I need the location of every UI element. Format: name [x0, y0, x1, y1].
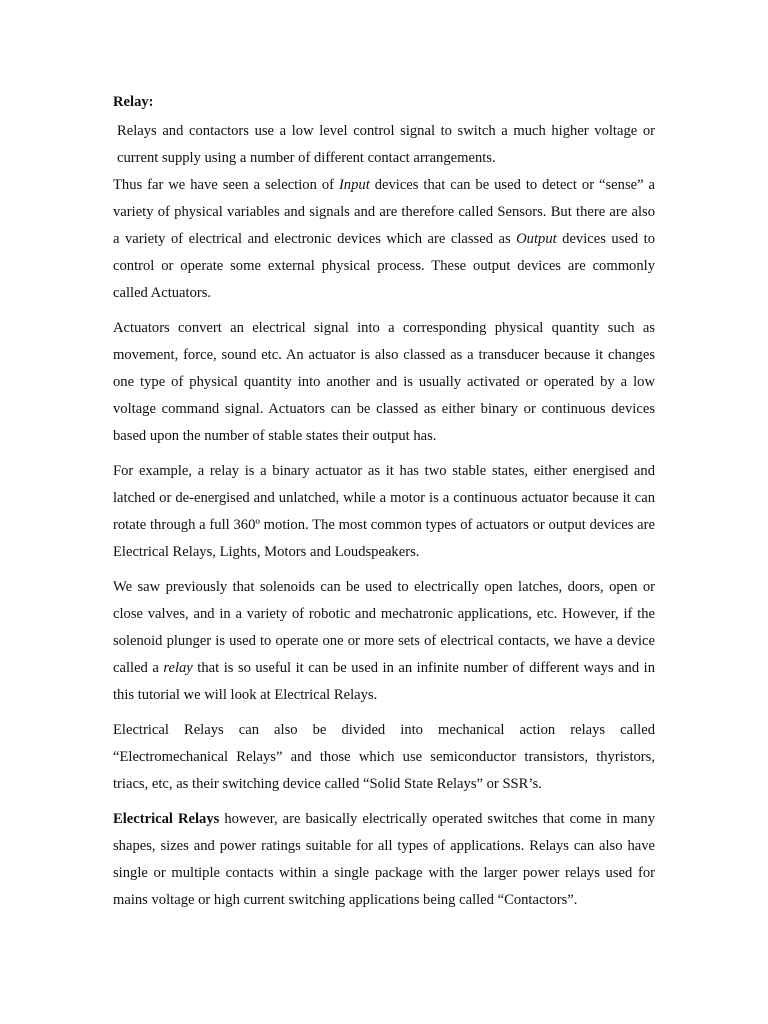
emphasis-relay: relay	[163, 660, 193, 676]
bold-electrical-relays: Electrical Relays	[113, 811, 220, 827]
paragraph-binary-actuator: For example, a relay is a binary actuator as it has two stable states, either energised and latched or de-energised and unlatched, while a motor is a continuous actuator because it can rotate through a full 360º motion. The most common types of actuators or output devices are Electrical Relays, Lights, Motors and Loudspeakers.	[113, 463, 655, 560]
document-page	[113, 92, 655, 914]
text-run: Thus far we have seen a selection of	[113, 177, 339, 193]
paragraph-solenoids	[113, 574, 655, 709]
paragraph-actuators: Actuators convert an electrical signal into a corresponding physical quantity such as movement, force, sound etc. An actuator is also classed as a transducer because it changes one type of physical quantity into another and is usually activated or operated by a low voltage command signal. Actuators can be classed as either binary or continuous devices based upon the number of stable states their output has.	[113, 320, 655, 444]
paragraph-relay-types: Electrical Relays can also be divided into mechanical action relays called “Electromechanical Relays” and those which use semiconductor transistors, thyristors, triacs, etc, as their switching device called “Solid State Relays” or SSR’s.	[113, 722, 655, 792]
emphasis-output: Output	[516, 231, 557, 247]
paragraph-electrical-relays	[113, 806, 655, 914]
paragraph-intro: Relays and contactors use a low level control signal to switch a much higher voltage or current supply using a number of different contact arrangements.	[117, 123, 655, 166]
document-title: Relay:	[113, 94, 154, 110]
text-run: devices used to control or operate some external physical process. These output devices are commonly called Actuators.	[113, 231, 655, 301]
paragraph-sensors-actuators	[113, 172, 655, 307]
text-run: We saw previously that solenoids can be used to electrically open latches, doors, open or close valves, and in a variety of robotic and mechatronic applications, etc. However, if the solenoid plunger is used to operate one or more sets of electrical contacts, we have a device called a	[113, 579, 655, 676]
emphasis-input: Input	[338, 177, 370, 193]
text-run: devices that can be used to detect or “sense” a variety of physical variables and signals and are therefore called Sensors. But there are also a variety of electrical and electronic devices which are classed as	[113, 177, 655, 247]
text-run: however, are basically electrically operated switches that come in many shapes, sizes and power ratings suitable for all types of applications. Relays can also have single or multiple contacts within a single package with the larger power relays used for mains voltage or high current switching applications being called “Contactors”.	[113, 811, 655, 908]
text-run: that is so useful it can be used in an infinite number of different ways and in this tutorial we will look at Electrical Relays.	[113, 660, 655, 703]
